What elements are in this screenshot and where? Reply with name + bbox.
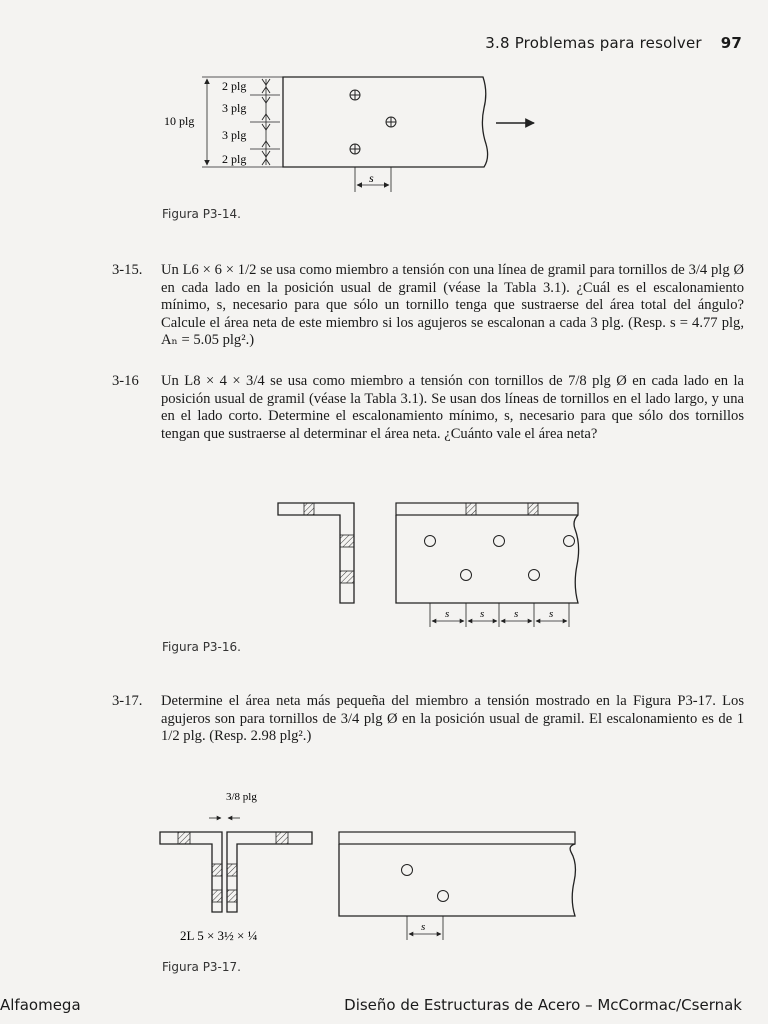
angle-section <box>227 832 312 912</box>
problem-number: 3-17. <box>112 693 143 709</box>
bolt-hole <box>529 570 540 581</box>
bolt-hole <box>461 570 472 581</box>
figure-caption: Figura P3-14. <box>162 207 241 221</box>
problem-text: Un L8 × 4 × 3/4 se usa como miembro a tensión con tornillos de 7/8 plg Ø en cada lado en la posición usual de gramil (véase la Tabla 3.1). Se usan dos líneas de tornillos en el lado largo, y una en el lado corto. Determine el escalonamiento mínimo, s, necesario para que sólo dos tornillos tengan que sustraerse al determinar el área neta. ¿Cuánto vale el área neta? <box>161 373 744 442</box>
problem-3-17 <box>112 693 744 746</box>
bolt-hole <box>494 536 505 547</box>
dim-label: 2 plg <box>222 152 247 166</box>
figure-p3-14 <box>150 68 550 198</box>
gap-label: 3/8 plg <box>226 791 257 803</box>
bolt-hole <box>402 865 413 876</box>
bolt-hole <box>425 536 436 547</box>
bolt-hole <box>438 891 449 902</box>
bolt-hole <box>564 536 575 547</box>
section-title: 3.8 Problemas para resolver <box>485 34 702 52</box>
plate-outline <box>396 515 579 603</box>
figure-p3-17 <box>150 782 580 952</box>
dim-label: 3 plg <box>222 128 247 142</box>
page-header <box>485 34 742 52</box>
figure-caption: Figura P3-17. <box>162 960 241 974</box>
stagger-label: s <box>514 608 519 620</box>
footer-publisher: Alfaomega <box>0 996 81 1014</box>
section-label: 2L 5 × 3½ × ¼ <box>180 928 258 943</box>
problem-3-16 <box>112 373 744 443</box>
stagger-label: s <box>549 608 554 620</box>
figure-caption: Figura P3-16. <box>162 640 241 654</box>
problem-number: 3-16 <box>112 373 139 389</box>
problem-number: 3-15. <box>112 262 143 278</box>
stagger-label: s <box>445 608 450 620</box>
stagger-label: s <box>369 171 374 185</box>
angle-section <box>278 503 354 603</box>
total-dimension-label: 10 plg <box>164 114 195 128</box>
stagger-label: s <box>480 608 485 620</box>
plate-outline <box>283 77 488 167</box>
dim-label: 3 plg <box>222 101 247 115</box>
page-number: 97 <box>720 34 742 52</box>
problem-3-15 <box>112 262 744 350</box>
dim-label: 2 plg <box>222 79 247 93</box>
problem-text: Determine el área neta más pequeña del miembro a tensión mostrado en la Figura P3-17. Los agujeros son para tornillos de 3/4 plg Ø en la posición usual de gramil. El escalonamiento es de 1 1/2 plg. (Resp. 2.98 plg².) <box>161 693 744 744</box>
figure-p3-16 <box>270 495 590 635</box>
problem-text: Un L6 × 6 × 1/2 se usa como miembro a tensión con una línea de gramil para tornillos de 3/4 plg Ø en cada lado en la posición usual de gramil (véase la Tabla 3.1). ¿Cuál es el escalonamiento mínimo, s, necesario para que sólo un tornillo tenga que sustraerse del área total del ángulo? Calcule el área neta de este miembro si los agujeros se escalonan a cada 3 plg. (Resp. s = 4.77 plg, Aₙ = 5.05 plg².) <box>161 262 744 348</box>
footer-book-title: Diseño de Estructuras de Acero – McCormac/Csernak <box>344 996 742 1014</box>
plate-outline <box>339 844 575 916</box>
stagger-label: s <box>421 921 426 933</box>
